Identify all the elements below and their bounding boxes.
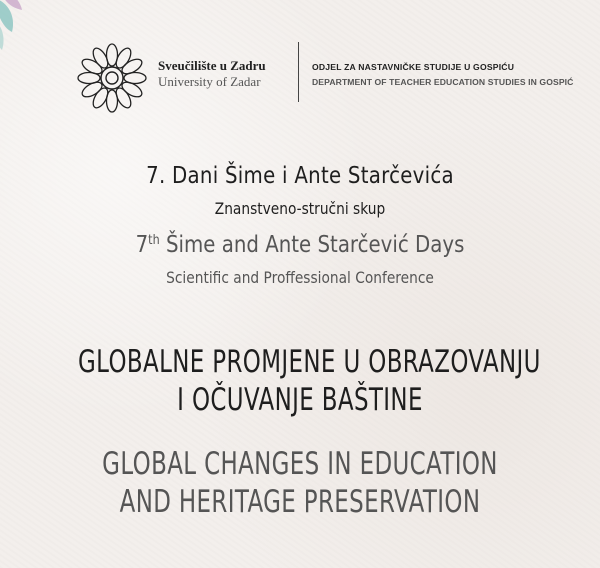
theme-en-line-2: AND HERITAGE PRESERVATION — [119, 484, 481, 520]
event-title-en-number: 7 — [135, 232, 149, 258]
event-title-en-rest: Šime and Ante Starčević Days — [159, 232, 465, 258]
theme-hr-line-1: GLOBALNE PROMJENE U OBRAZOVANJU — [78, 344, 541, 380]
department-name — [312, 60, 573, 90]
theme-hr-line-2: I OČUVANJE BAŠTINE — [177, 382, 423, 418]
university-name-en: University of Zadar — [158, 74, 261, 89]
university-name-hr: Sveučilište u Zadru — [158, 58, 266, 73]
event-subtitle-hr: Znanstveno-stručni skup — [214, 199, 386, 218]
university-name — [158, 58, 266, 90]
header — [0, 40, 600, 104]
header-divider — [298, 42, 299, 102]
theme-en-line-1: GLOBAL CHANGES IN EDUCATION — [102, 446, 498, 482]
event-subtitle-en: Scientific and Proffessional Conference — [166, 268, 434, 287]
event-title-hr: 7. Dani Šime i Ante Starčevića — [146, 163, 454, 189]
department-name-hr: ODJEL ZA NASTAVNIČKE STUDIJE U GOSPIĆU — [312, 62, 515, 72]
event-title-en — [42, 232, 558, 258]
event-title-en-ordinal: th — [148, 233, 160, 248]
university-of-zadar-logo-icon — [76, 42, 148, 114]
department-name-en: DEPARTMENT OF TEACHER EDUCATION STUDIES IN GOSPIĆ — [312, 77, 574, 87]
